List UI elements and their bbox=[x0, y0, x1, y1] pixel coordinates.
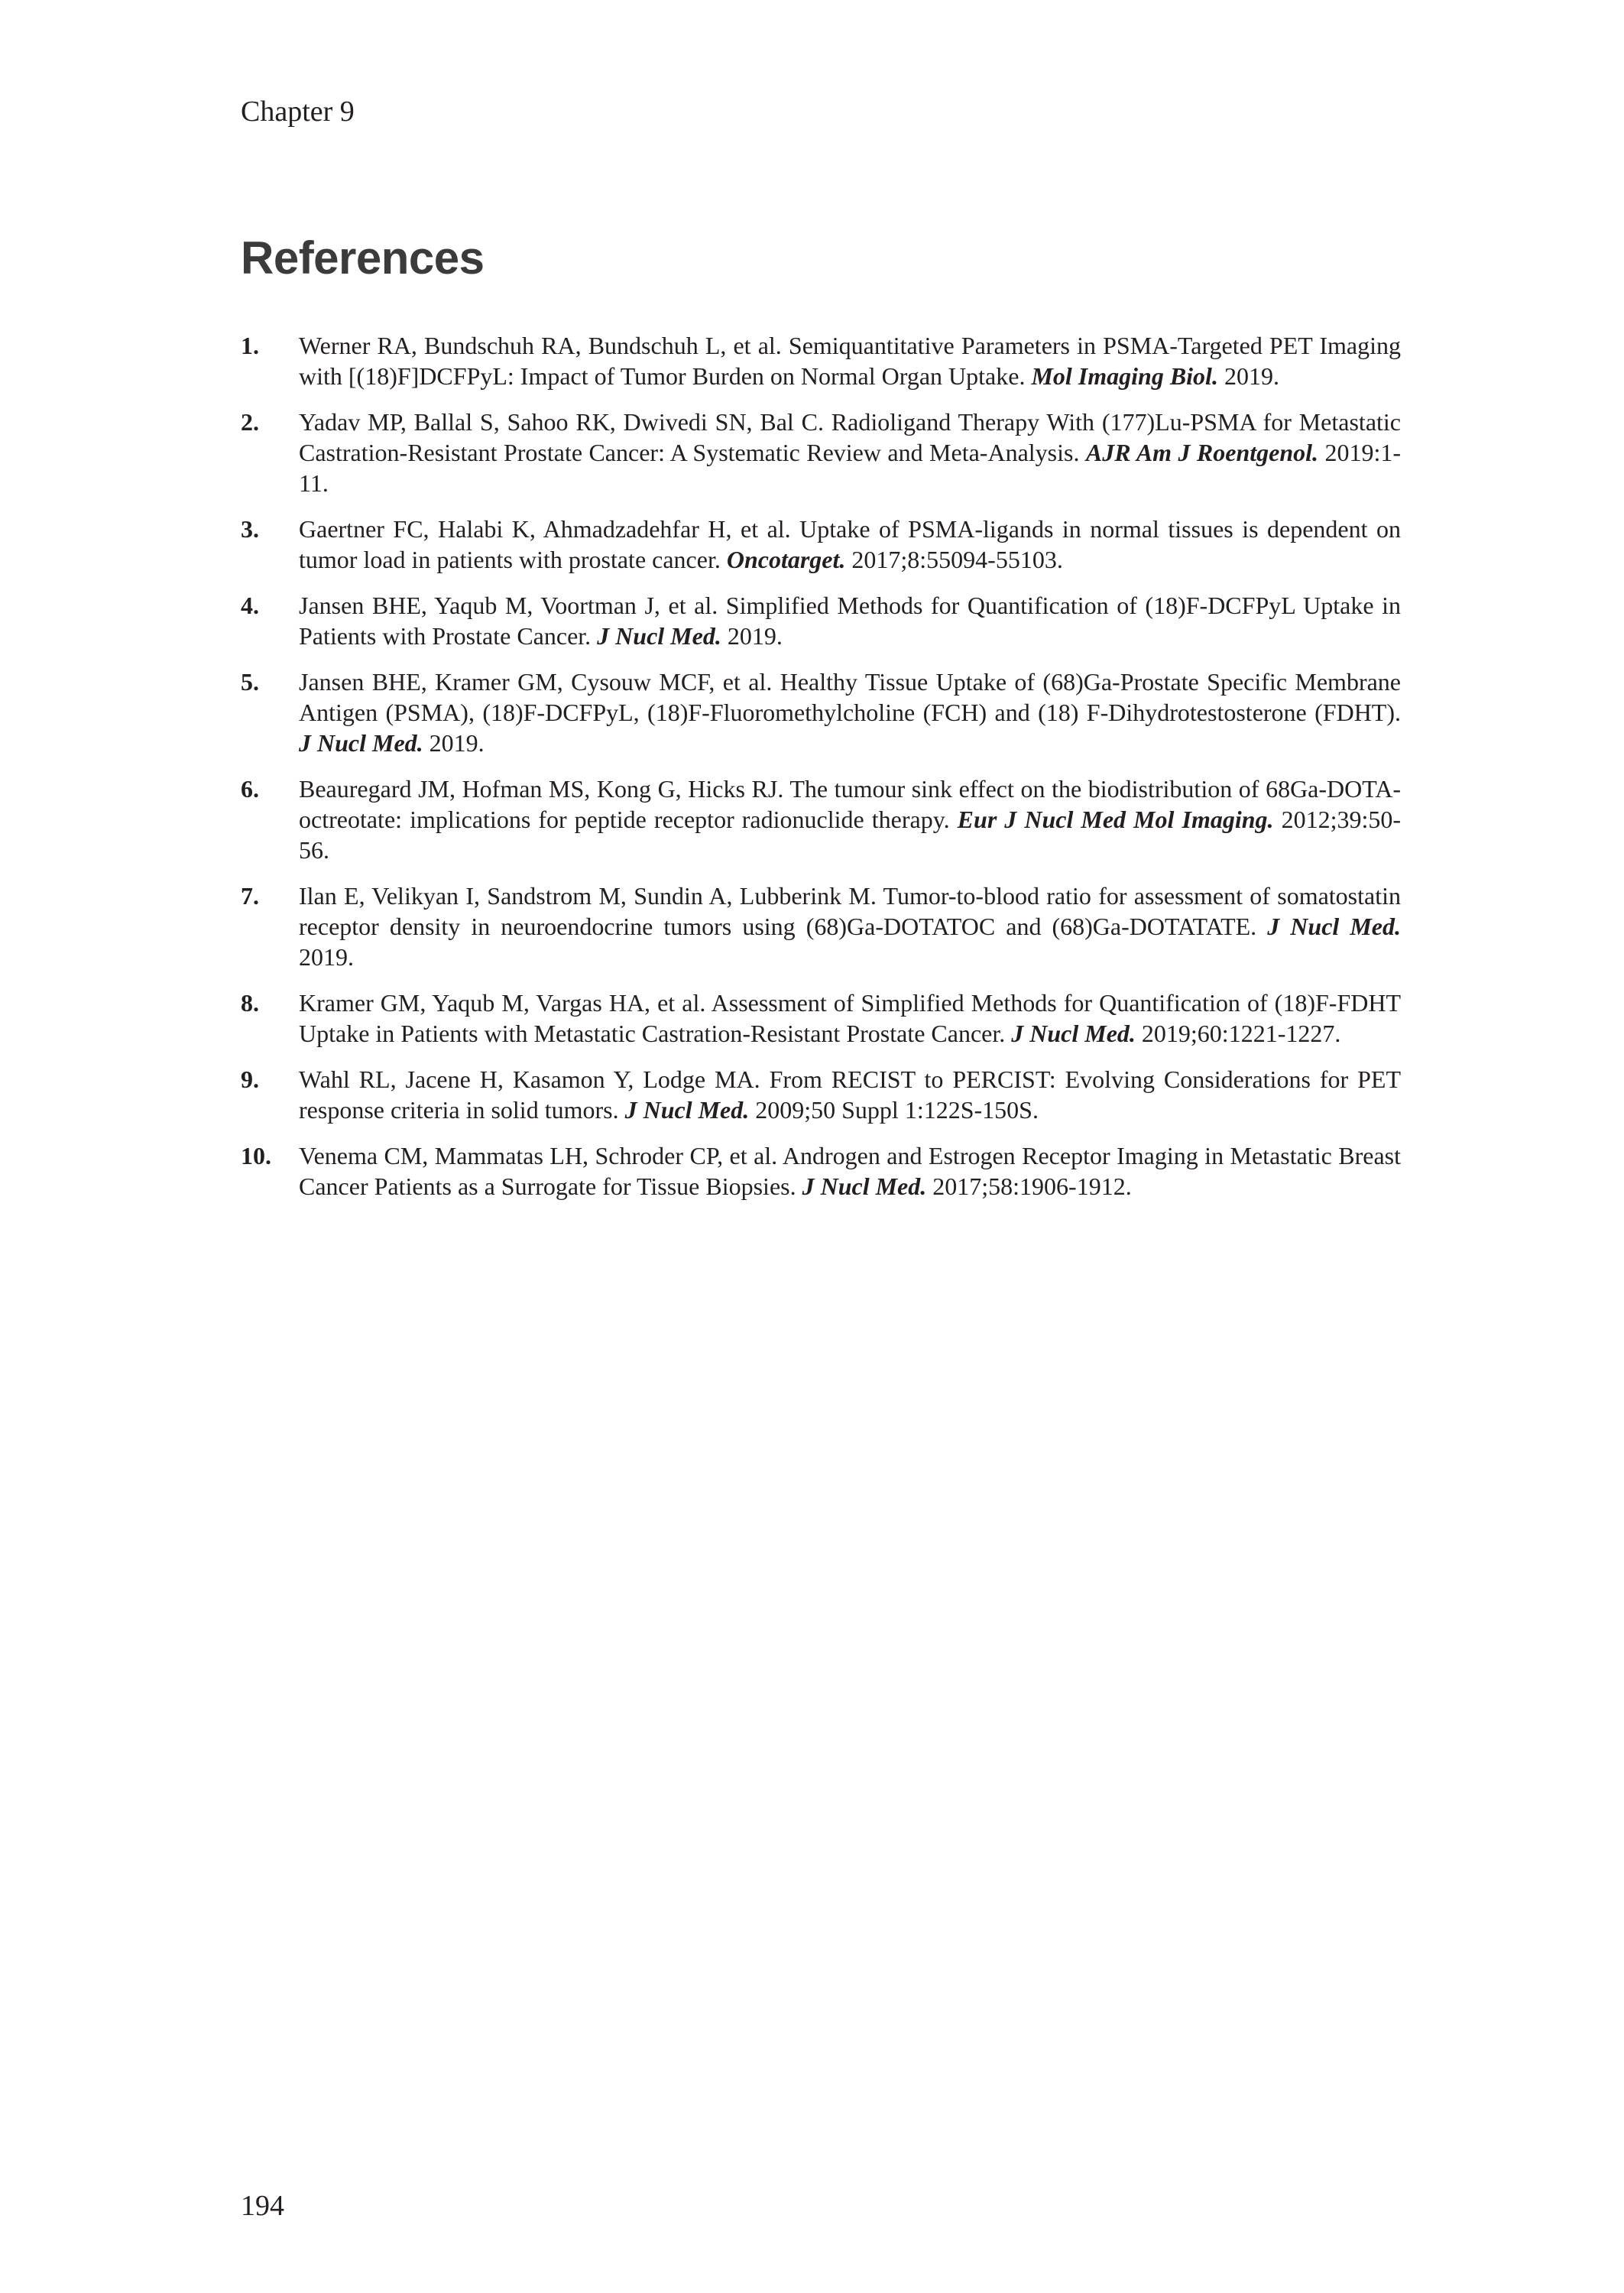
reference-text: Venema CM, Mammatas LH, Schroder CP, et al. Androgen and Estrogen Receptor Imaging in Metastatic Breast Cancer Patients as a Surrogate for Tissue Biopsies. bbox=[299, 1142, 1401, 1200]
reference-number: 1. bbox=[241, 332, 259, 359]
reference-number: 4. bbox=[241, 592, 259, 619]
reference-tail: 2019:1-11. bbox=[299, 439, 1402, 497]
reference-list bbox=[241, 330, 1401, 1217]
running-head: Chapter 9 bbox=[241, 96, 355, 128]
reference-journal: J Nucl Med. bbox=[1267, 913, 1402, 940]
reference-tail: 2019. bbox=[423, 729, 485, 757]
reference-text: Beauregard JM, Hofman MS, Kong G, Hicks RJ. The tumour sink effect on the biodistribution of 68Ga-DOTA-octreotate: implications for peptide receptor radionuclide therapy. bbox=[299, 775, 1401, 833]
reference-item bbox=[241, 1140, 1401, 1202]
reference-journal: J Nucl Med. bbox=[624, 1096, 750, 1124]
reference-number: 2. bbox=[241, 408, 259, 436]
reference-text: Kramer GM, Yaqub M, Vargas HA, et al. Assessment of Simplified Methods for Quantification of (18)F-FDHT Uptake in Patients with Metastatic Castration-Resistant Prostate Cancer. bbox=[299, 989, 1401, 1047]
reference-number: 5. bbox=[241, 668, 259, 696]
reference-item bbox=[241, 666, 1401, 758]
reference-item bbox=[241, 514, 1401, 575]
reference-journal: Mol Imaging Biol. bbox=[1031, 362, 1218, 390]
reference-item bbox=[241, 330, 1401, 391]
reference-tail: 2019. bbox=[1217, 362, 1279, 390]
reference-number: 3. bbox=[241, 515, 259, 543]
reference-text: Jansen BHE, Yaqub M, Voortman J, et al. Simplified Methods for Quantification of (18)F-DCFPyL Uptake in Patients with Prostate Cancer. bbox=[299, 592, 1401, 650]
reference-tail: 2019;60:1221-1227. bbox=[1135, 1020, 1341, 1047]
reference-tail: 2017;58:1906-1912. bbox=[926, 1172, 1132, 1200]
reference-text: Yadav MP, Ballal S, Sahoo RK, Dwivedi SN, Bal C. Radioligand Therapy With (177)Lu-PSMA for Metastatic Castration-Resistant Prostate Cancer: A Systematic Review and Meta-Analysis. bbox=[299, 408, 1401, 466]
reference-tail: 2009;50 Suppl 1:122S-150S. bbox=[749, 1096, 1039, 1124]
reference-item bbox=[241, 407, 1401, 498]
reference-item bbox=[241, 1064, 1401, 1125]
reference-journal: Oncotarget. bbox=[726, 546, 846, 573]
reference-item bbox=[241, 988, 1401, 1049]
reference-number: 9. bbox=[241, 1065, 259, 1093]
reference-number: 8. bbox=[241, 989, 259, 1017]
reference-journal: J Nucl Med. bbox=[299, 729, 423, 757]
page-number: 194 bbox=[241, 2190, 284, 2222]
reference-number: 10. bbox=[241, 1142, 271, 1169]
reference-journal: J Nucl Med. bbox=[597, 622, 721, 650]
reference-text: Gaertner FC, Halabi K, Ahmadzadehfar H, et al. Uptake of PSMA-ligands in normal tissues is dependent on tumor load in patients with prostate cancer. bbox=[299, 515, 1401, 573]
reference-text: Ilan E, Velikyan I, Sandstrom M, Sundin A, Lubberink M. Tumor-to-blood ratio for assessment of somatostatin receptor density in neuroendocrine tumors using (68)Ga-DOTATOC and (68)Ga-DOTATATE. bbox=[299, 882, 1401, 940]
reference-tail: 2017;8:55094-55103. bbox=[845, 546, 1063, 573]
reference-item bbox=[241, 590, 1401, 651]
reference-item bbox=[241, 881, 1401, 972]
reference-text: Jansen BHE, Kramer GM, Cysouw MCF, et al. Healthy Tissue Uptake of (68)Ga-Prostate Specific Membrane Antigen (PSMA), (18)F-DCFPyL, (18)F-Fluoromethylcholine (FCH) and (18) F-Dihydrotestosterone (FDHT). bbox=[299, 668, 1401, 726]
section-title: References bbox=[241, 232, 485, 284]
reference-number: 7. bbox=[241, 882, 259, 910]
reference-number: 6. bbox=[241, 775, 259, 803]
reference-text: Werner RA, Bundschuh RA, Bundschuh L, et al. Semiquantitative Parameters in PSMA-Targeted PET Imaging with [(18)F]DCFPyL: Impact of Tumor Burden on Normal Organ Uptake. bbox=[299, 332, 1401, 390]
reference-item bbox=[241, 774, 1401, 865]
reference-tail: 2019. bbox=[721, 622, 783, 650]
reference-journal: J Nucl Med. bbox=[802, 1172, 927, 1200]
reference-journal: J Nucl Med. bbox=[1011, 1020, 1136, 1047]
reference-journal: AJR Am J Roentgenol. bbox=[1085, 439, 1319, 466]
reference-tail: 2012;39:50-56. bbox=[299, 806, 1402, 864]
reference-journal: Eur J Nucl Med Mol Imaging. bbox=[957, 806, 1274, 833]
reference-tail: 2019. bbox=[299, 943, 354, 971]
reference-text: Wahl RL, Jacene H, Kasamon Y, Lodge MA. From RECIST to PERCIST: Evolving Considerations for PET response criteria in solid tumors. bbox=[299, 1065, 1401, 1124]
